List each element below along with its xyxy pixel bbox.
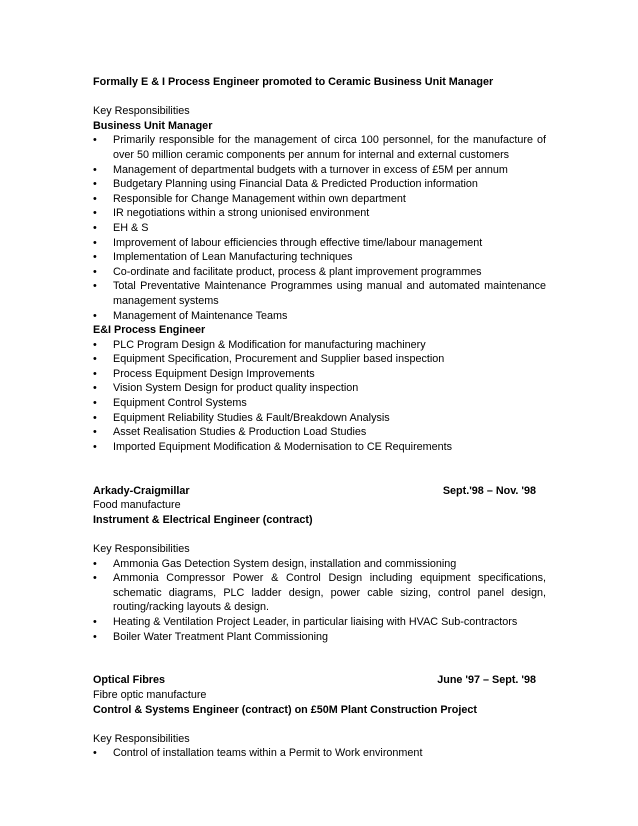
bullet-icon: • [93, 411, 97, 424]
bullet-icon: • [93, 615, 97, 628]
key-responsibilities-label: Key Responsibilities [93, 105, 190, 118]
list-item: • Control of installation teams within a Permit to Work environment [93, 747, 423, 760]
list-item: • IR negotiations within a strong unionised environment [93, 207, 370, 220]
bum-title: Business Unit Manager [93, 119, 213, 132]
bullet-icon: • [93, 630, 97, 643]
cv-page [93, 75, 546, 761]
list-item: • Equipment Reliability Studies & Fault/Breakdown Analysis [93, 411, 390, 424]
bullet-icon: • [93, 265, 97, 278]
bullet-icon: • [93, 236, 97, 249]
arkady-header [93, 484, 546, 499]
arkady-dates: Sept.'98 – Nov. '98 [442, 484, 536, 497]
list-item: • Total Preventative Maintenance Programmes using manual and automated maintenance management systems [93, 280, 546, 307]
list-item: • Asset Realisation Studies & Production Load Studies [93, 426, 367, 439]
optical-list [93, 746, 546, 761]
arkady-list [93, 557, 546, 645]
bullet-icon: • [93, 397, 97, 410]
optical-dates: June '97 – Sept. '98 [437, 674, 536, 687]
list-item: • EH & S [93, 221, 149, 234]
arkady-company: Arkady-Craigmillar [93, 484, 190, 497]
list-item: • Implementation of Lean Manufacturing techniques [93, 251, 353, 264]
list-item: • PLC Program Design & Modification for manufacturing machinery [93, 338, 426, 351]
list-item: • Imported Equipment Modification & Modernisation to CE Requirements [93, 440, 453, 453]
bullet-icon: • [93, 178, 97, 191]
key-responsibilities-label: Key Responsibilities [93, 543, 190, 555]
list-item: • Budgetary Planning using Financial Data & Predicted Production information [93, 178, 478, 191]
list-item: • Management of departmental budgets with a turnover in excess of £5M per annum [93, 163, 508, 176]
arkady-role: Instrument & Electrical Engineer (contract) [93, 513, 313, 526]
list-item: • Improvement of labour efficiencies through effective time/labour management [93, 236, 483, 249]
list-item: • Equipment Specification, Procurement and Supplier based inspection [93, 353, 445, 366]
bullet-icon: • [93, 207, 97, 220]
list-item: • Heating & Ventilation Project Leader, in particular liaising with HVAC Sub-contractors [93, 615, 518, 628]
bullet-icon: • [93, 572, 97, 585]
bullet-icon: • [93, 382, 97, 395]
bullet-icon: • [93, 134, 97, 147]
list-item: • Management of Maintenance Teams [93, 309, 288, 322]
bullet-icon: • [93, 440, 97, 453]
list-item: • Boiler Water Treatment Plant Commissioning [93, 630, 329, 643]
list-item: • Process Equipment Design Improvements [93, 367, 315, 380]
bullet-icon: • [93, 426, 97, 439]
list-item: • Ammonia Gas Detection System design, installation and commissioning [93, 557, 457, 570]
bullet-icon: • [93, 163, 97, 176]
bullet-icon: • [93, 251, 97, 264]
optical-header [93, 673, 546, 688]
optical-role: Control & Systems Engineer (contract) on £50M Plant Construction Project [93, 703, 477, 716]
list-item: • Responsible for Change Management within own department [93, 192, 406, 205]
bullet-icon: • [93, 353, 97, 366]
list-item: • Vision System Design for product quality inspection [93, 382, 359, 395]
optical-sector: Fibre optic manufacture [93, 688, 207, 701]
bullet-icon: • [93, 747, 97, 760]
key-responsibilities-label: Key Responsibilities [93, 732, 190, 745]
bullet-icon: • [93, 280, 97, 293]
ei-list [93, 338, 546, 455]
bullet-icon: • [93, 221, 97, 234]
bullet-icon: • [93, 367, 97, 380]
list-item: • Equipment Control Systems [93, 397, 247, 410]
list-item: • Co-ordinate and facilitate product, process & plant improvement programmes [93, 265, 482, 278]
optical-company: Optical Fibres [93, 674, 165, 687]
bullet-icon: • [93, 309, 97, 322]
position-heading: Formally E & I Process Engineer promoted to Ceramic Business Unit Manager [93, 76, 494, 88]
bullet-icon: • [93, 557, 97, 570]
bum-list [93, 133, 546, 323]
arkady-sector: Food manufacture [93, 499, 181, 512]
list-item: • Primarily responsible for the management of circa 100 personnel, for the manufacture of over 50 million ceramic components per annum for internal and external customers [93, 134, 546, 161]
bullet-icon: • [93, 192, 97, 205]
list-item: • Ammonia Compressor Power & Control Design including equipment specifications, schematic diagrams, PLC ladder design, power cable sizing, control panel design, routing/racking layouts & design. [93, 572, 546, 614]
ei-title: E&I Process Engineer [93, 324, 206, 337]
bullet-icon: • [93, 338, 97, 351]
